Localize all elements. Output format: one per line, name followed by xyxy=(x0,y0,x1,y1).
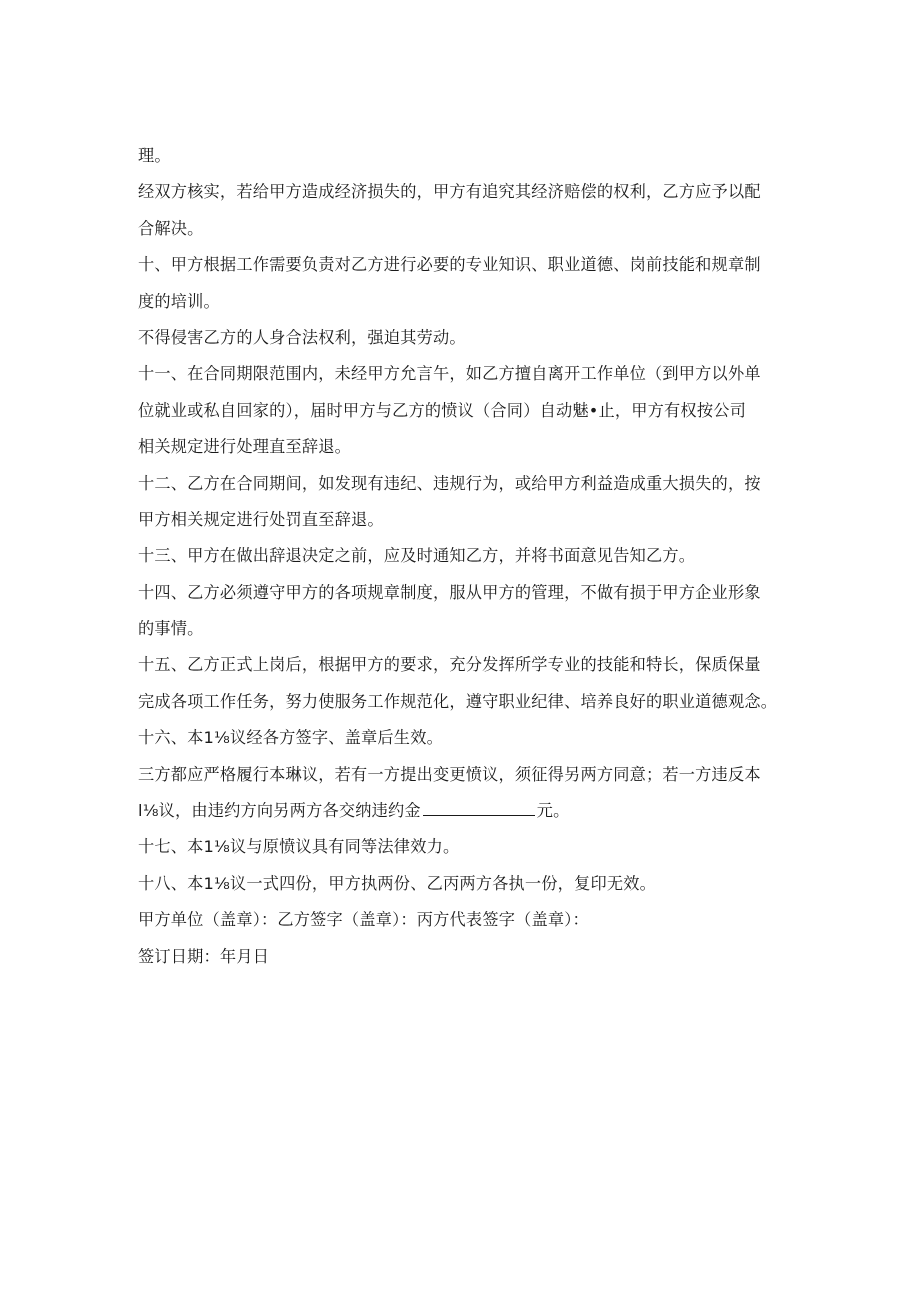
text-line: 十、甲方根据工作需要负责对乙方进行必要的专业知识、职业道德、岗前技能和规章制 xyxy=(138,255,761,275)
text-line: 十四、乙方必须遵守甲方的各项规章制度，服从甲方的管理，不做有损于甲方企业形象 xyxy=(138,582,761,602)
text-line: 十五、乙方正式上岗后，根据甲方的要求，充分发挥所学专业的技能和特长，保质保量 xyxy=(138,655,761,675)
document-body xyxy=(138,138,786,975)
text-line: 十三、甲方在做出辞退决定之前，应及时通知乙方，并将书面意见告知乙方。 xyxy=(138,546,696,566)
text-line: 十二、乙方在合同期间，如发现有违纪、违规行为，或给甲方利益造成重大损失的，按 xyxy=(138,473,761,493)
penalty-line-suffix: 元。 xyxy=(536,801,570,821)
text-line: 十七、本1⅛议与原愤议具有同等法律效力。 xyxy=(138,837,460,857)
text-line: 三方都应严格履行本琳议，若有一方提出变更愤议，须征得另两方同意；若一方违反本 xyxy=(138,764,761,784)
penalty-line-prefix: l⅛议，由违约方向另两方各交纳违约金 xyxy=(138,801,421,821)
text-line: 位就业或私自回家的），届时甲方与乙方的愤议（合同）自动魅•止，甲方有权按公司 xyxy=(138,400,746,420)
text-line: 甲方相关规定进行处罚直至辞退。 xyxy=(138,509,384,529)
text-line: 相关规定进行处理直至辞退。 xyxy=(138,437,352,457)
text-line: 理。 xyxy=(138,146,171,165)
text-line: 十一、在合同期限范围内，未经甲方允言午，如乙方擅自离开工作单位（到甲方以外单 xyxy=(138,364,761,384)
text-line: 不得侵害乙方的人身合法权利，强迫其劳动。 xyxy=(138,327,466,347)
text-line: 经双方核实，若给甲方造成经济损失的，甲方有追究其经济赔偿的权利，乙方应予以配 xyxy=(138,182,761,202)
text-line: 十六、本1⅛议经各方签字、盖章后生效。 xyxy=(138,728,443,748)
penalty-line xyxy=(138,793,786,829)
text-line: 完成各项工作任务，努力使服务工作规范化，遵守职业纪律、培养良好的职业道德观念。 xyxy=(138,691,778,711)
penalty-amount-blank[interactable] xyxy=(423,801,535,816)
signing-date-line: 签订日期：年月日 xyxy=(138,946,270,966)
text-line: 十八、本1⅛议一式四份，甲方执两份、乙丙两方各执一份，复印无效。 xyxy=(138,873,657,893)
text-line: 合解决。 xyxy=(138,218,204,238)
signature-line: 甲方单位（盖章）：乙方签字（盖章）：丙方代表签字（盖章）： xyxy=(138,910,589,930)
text-line: 度的培训。 xyxy=(138,291,220,311)
text-line: 的事情。 xyxy=(138,619,204,639)
